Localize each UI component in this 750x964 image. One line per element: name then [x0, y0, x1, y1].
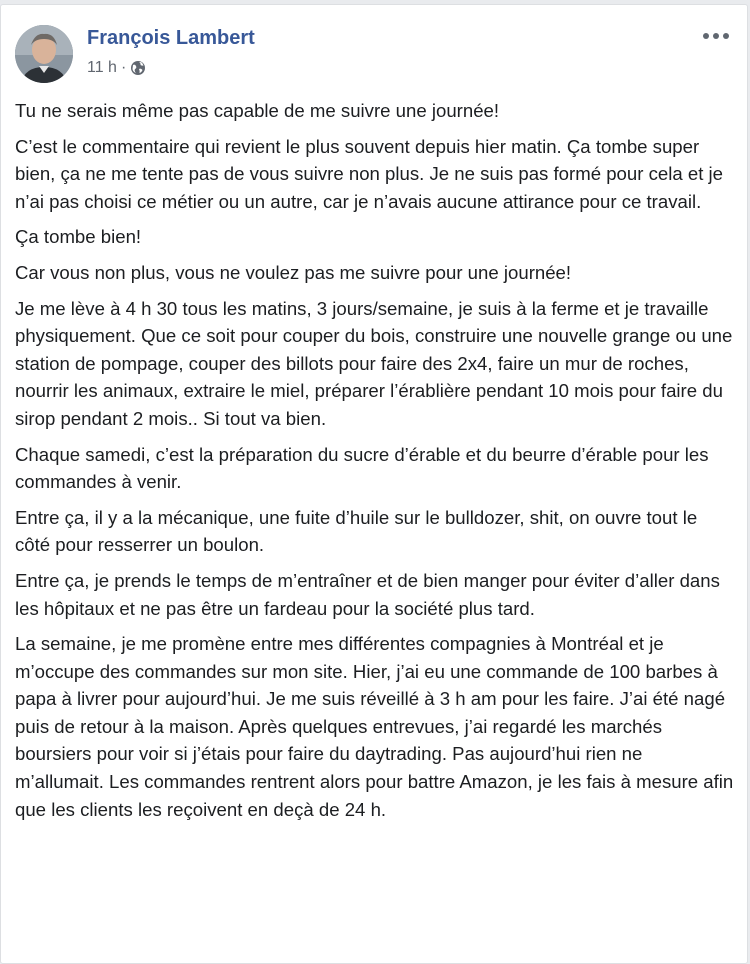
- more-dot: [703, 33, 709, 39]
- avatar-photo: [15, 25, 73, 83]
- post-timestamp[interactable]: 11 h: [87, 59, 117, 76]
- author-name-link[interactable]: François Lambert: [87, 27, 255, 49]
- post-paragraph: La semaine, je me promène entre mes différentes compagnies à Montréal et je m’occupe des commandes sur mon site. Hier, j’ai eu une commande de 100 barbes à papa à livrer pour aujourd’hui. Je me suis réveillé à 3 h am pour les faire. J’ai été nagé puis de retour à la maison. Après quelques entrevues, j’ai regardé les marchés boursiers pour voir si j’étais pour faire du daytrading. Pas aujourd’hui rien ne m’allumait. Les commandes rentrent alors pour battre Amazon, je les fais à mesure afin que les clients les reçoivent en deçà de 24 h.: [15, 633, 734, 820]
- post-paragraph: Entre ça, il y a la mécanique, une fuite d’huile sur le bulldozer, shit, on ouvre tout le côté pour resserrer un boulon.: [15, 506, 698, 556]
- globe-icon[interactable]: [130, 60, 146, 76]
- more-dot: [713, 33, 719, 39]
- post-header: [13, 21, 737, 85]
- post-paragraph: Chaque samedi, c’est la préparation du sucre d’érable et du beurre d’érable pour les commandes à venir.: [15, 443, 709, 493]
- more-dot: [723, 33, 729, 39]
- avatar[interactable]: [15, 25, 73, 83]
- meta-separator: ·: [120, 59, 127, 76]
- more-options-icon[interactable]: [699, 23, 733, 49]
- post-paragraph: Je me lève à 4 h 30 tous les matins, 3 jours/semaine, je suis à la ferme et je travaille physiquement. Que ce soit pour couper du bois, construire une nouvelle grange ou une station de pompage, couper des billots pour faire des 2x4, faire un mur de roches, nourrir les animaux, extraire le miel, préparer l’érablière pendant 10 mois pour faire du sirop pendant 2 mois.. Si tout va bien.: [15, 297, 733, 429]
- post-paragraph: Entre ça, je prends le temps de m’entraîner et de bien manger pour éviter d’aller dans les hôpitaux et ne pas être un fardeau pour la société plus tard.: [15, 569, 720, 619]
- post-body: [15, 97, 735, 831]
- post-meta: [87, 59, 146, 77]
- post-paragraph: Tu ne serais même pas capable de me suivre une journée!: [15, 100, 500, 121]
- post-card: [0, 4, 748, 964]
- post-paragraph: C’est le commentaire qui revient le plus souvent depuis hier matin. Ça tombe super bien, ça ne me tente pas de vous suivre non plus. Je ne suis pas formé pour cela et je n’ai pas choisi ce métier ou un autre, car je n’avais aucune attirance pour ce travail.: [15, 135, 724, 212]
- post-paragraph: Ça tombe bien!: [15, 226, 142, 248]
- post-paragraph: Car vous non plus, vous ne voulez pas me suivre pour une journée!: [15, 261, 572, 283]
